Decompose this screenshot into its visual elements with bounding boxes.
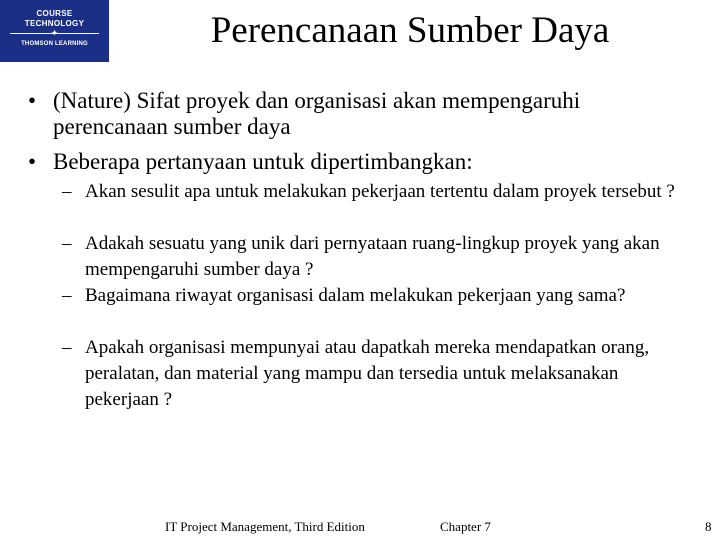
logo-line-technology: TECHNOLOGY	[24, 19, 85, 28]
sub-bullet-marker: –	[62, 181, 72, 202]
sub-bullet-marker: –	[62, 285, 72, 306]
course-technology-logo	[0, 0, 109, 62]
bullet-marker: •	[28, 88, 37, 113]
logo-star-icon: ✦	[50, 28, 59, 38]
logo-line-course: COURSE	[36, 9, 73, 18]
sub-bullet-text: Akan sesulit apa untuk melakukan pekerjaan tertentu dalam proyek tersebut ?	[85, 181, 675, 202]
bullet-text: Beberapa pertanyaan untuk dipertimbangkan:	[53, 149, 473, 174]
sub-bullet-text: Apakah organisasi mempunyai atau dapatkah mereka mendapatkan orang, peralatan, dan material yang mampu dan tersedia untuk melaksanakan pekerjaan ?	[85, 337, 650, 410]
footer-book-title: IT Project Management, Third Edition	[165, 519, 365, 534]
footer-page-number: 8	[705, 519, 712, 534]
bullet-text: (Nature) Sifat proyek dan organisasi akan mempengaruhi perencanaan sumber daya	[53, 88, 581, 139]
sub-bullet-text: Adakah sesuatu yang unik dari pernyataan ruang-lingkup proyek yang akan mempengaruhi sumber daya ?	[85, 233, 660, 280]
bullet-marker: •	[28, 149, 37, 174]
logo-line-thomson: THOMSON LEARNING	[21, 41, 88, 47]
sub-bullet-marker: –	[62, 337, 72, 358]
sub-bullet-text: Bagaimana riwayat organisasi dalam melakukan pekerjaan yang sama?	[85, 285, 626, 306]
footer-chapter: Chapter 7	[440, 519, 491, 534]
sub-bullet-marker: –	[62, 233, 72, 254]
slide-title: Perencanaan Sumber Daya	[210, 10, 610, 51]
